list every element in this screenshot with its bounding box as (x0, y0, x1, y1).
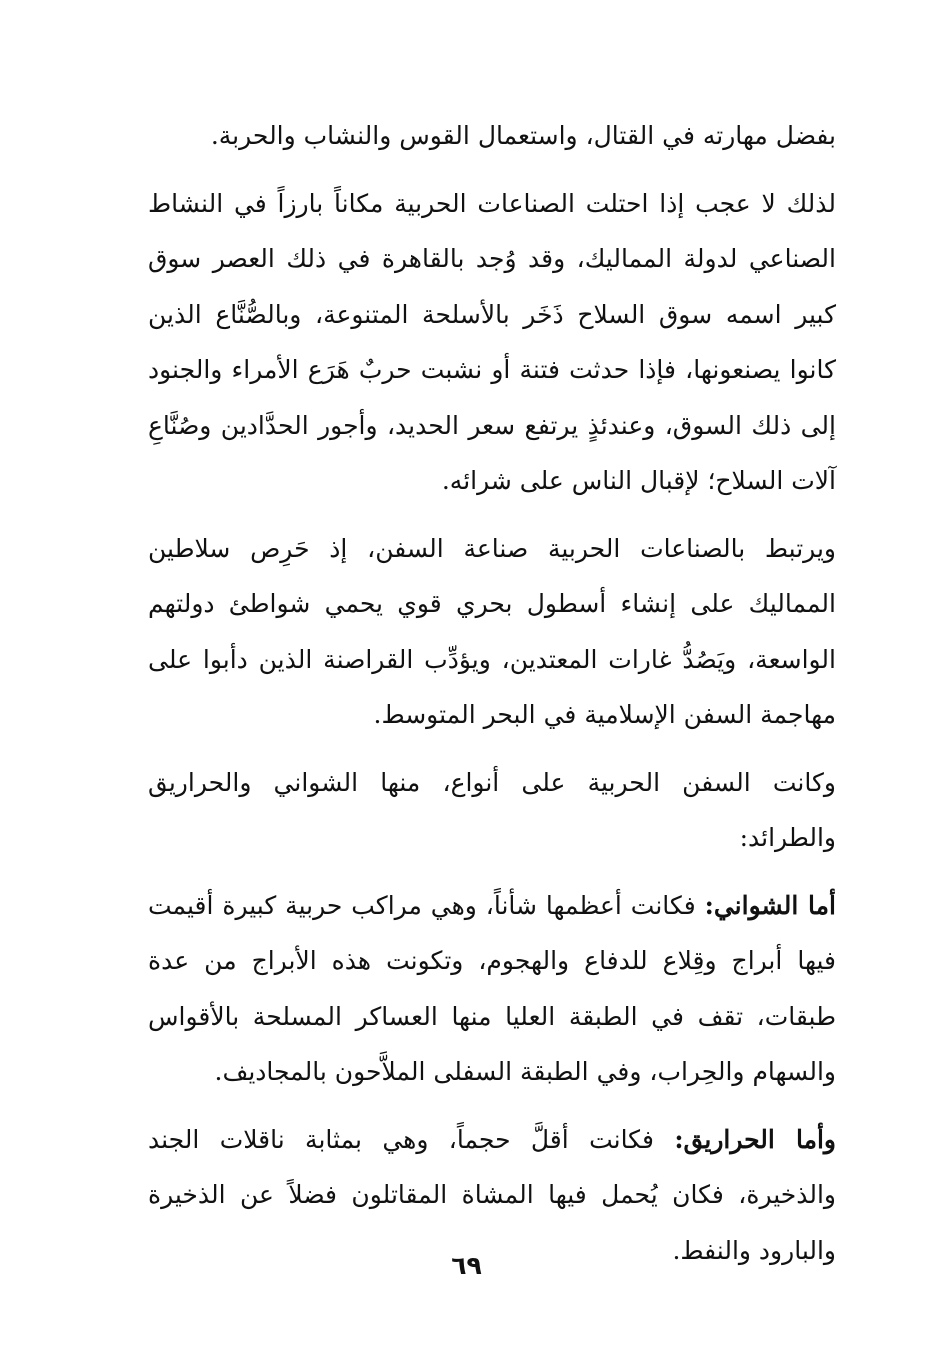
paragraph-lead-harariq: وأما الحراريق: (674, 1124, 837, 1154)
paragraph-text: بفضل مهارته في القتال، واستعمال القوس والنشاب والحربة. (210, 121, 836, 150)
paragraph-1 (148, 108, 836, 164)
paragraph-3 (148, 521, 836, 743)
paragraph-text: فكانت أقلَّ حجماً، وهي بمثابة ناقلات الجند والذخيرة، فكان يُحمل فيها المشاة المقاتلون فضلاً عن الذخيرة والبارود والنفط. (148, 1124, 836, 1265)
page-number: ٦٩ (451, 1251, 482, 1280)
paragraph-5 (148, 878, 836, 1100)
paragraph-lead-shawani: أما الشواني: (704, 890, 836, 920)
paragraph-text: فكانت أعظمها شأناً، وهي مراكب حربية كبيرة أقيمت فيها أبراج وقِلاع للدفاع والهجوم، وتكونت هذه الأبراج من عدة طبقات، تقف في الطبقة العليا منها العساكر المسلحة بالأقواس والسهام والحِراب، وفي الطبقة السفلى الملاَّحون بالمجاديف. (148, 890, 836, 1086)
paragraph-text: لذلك لا عجب إذا احتلت الصناعات الحربية مكاناً بارزاً في النشاط الصناعي لدولة المماليك، وقد وُجد بالقاهرة في ذلك العصر سوق كبير اسمه سوق السلاح ذَخَر بالأسلحة المتنوعة، وبالصُّنَّاع الذين كانوا يصنعونها، فإذا حدثت فتنة أو نشبت حربٌ هَرَع الأمراء والجنود إلى ذلك السوق، وعندئذٍ يرتفع سعر الحديد، وأجور الحدَّادين وصُنَّاعِ آلات السلاح؛ لإقبال الناس على شرائه. (148, 188, 836, 495)
page-body (148, 108, 836, 1290)
paragraph-2 (148, 176, 836, 509)
paragraph-text: ويرتبط بالصناعات الحربية صناعة السفن، إذ حَرِص سلاطين المماليك على إنشاء أسطول بحري قوي يحمي شواطئ دولتهم الواسعة، ويَصُدُّ غارات المعتدين، ويؤدِّب القراصنة الذين دأبوا على مهاجمة السفن الإسلامية في البحر المتوسط. (148, 533, 836, 729)
paragraph-4 (148, 755, 836, 866)
paragraph-text: وكانت السفن الحربية على أنواع، منها الشواني والحراريق والطرائد: (148, 767, 836, 852)
